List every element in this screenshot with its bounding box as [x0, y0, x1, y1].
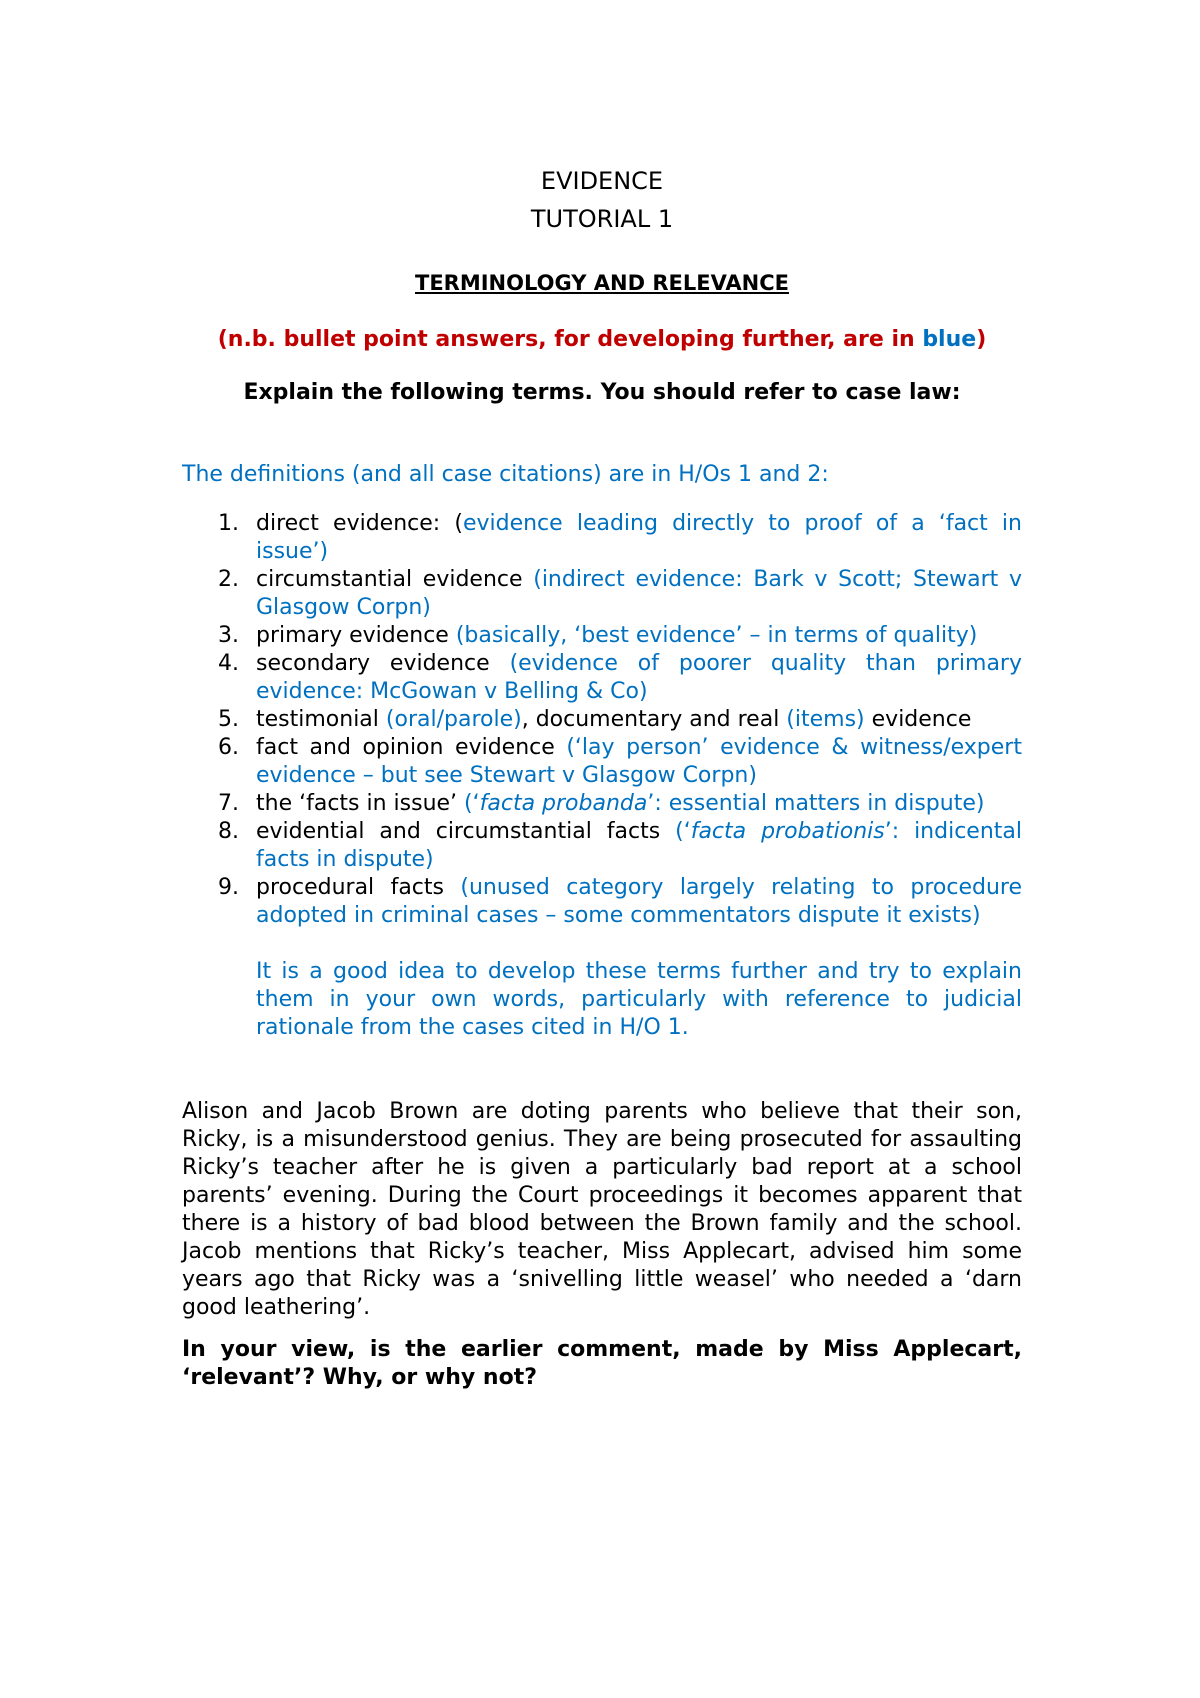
colour-note-blue-word: blue [922, 327, 977, 352]
term-label: , documentary and real [521, 707, 787, 732]
list-item [182, 818, 1022, 874]
document-header [182, 162, 1022, 408]
term-answer: (indirect evidence: Bark v Scott; Stewart v Glasgow Corpn) [256, 567, 1022, 620]
term-answer: ’: indicental facts in dispute) [256, 819, 1022, 872]
tutorial-question: In your view, is the earlier comment, made by Miss Applecart, ‘relevant’? Why, or why not? [182, 1337, 1022, 1390]
study-advice: It is a good idea to develop these terms further and try to explain them in your own words, particularly with reference to judicial rationale from the cases cited in H/O 1. [256, 959, 1022, 1040]
term-label: testimonial [256, 707, 386, 732]
term-label: evidential and circumstantial facts [256, 819, 676, 844]
term-label: primary evidence [256, 623, 456, 648]
colour-note-part1: (n.b. bullet point answers, for developing further, are in [217, 327, 923, 352]
item-number: 7. [218, 791, 239, 816]
section-subtitle: TERMINOLOGY AND RELEVANCE [415, 271, 789, 295]
term-label: circumstantial evidence [256, 567, 534, 592]
item-number: 3. [218, 623, 239, 648]
colour-note [182, 326, 1022, 354]
item-number: 2. [218, 567, 239, 592]
document-title: EVIDENCE [540, 167, 664, 195]
list-item [182, 874, 1022, 930]
list-item [182, 566, 1022, 622]
term-label: fact and opinion evidence [256, 735, 567, 760]
term-label: the ‘facts in issue’ [256, 791, 465, 816]
item-number: 8. [218, 819, 239, 844]
term-answer: (items) [786, 707, 865, 732]
list-item [182, 510, 1022, 566]
term-answer: evidence leading directly to proof of a ‘fact in issue’) [256, 511, 1022, 564]
item-number: 6. [218, 735, 239, 760]
term-answer: (basically, ‘best evidence’ – in terms of quality) [455, 623, 978, 648]
definitions-intro: The definitions (and all case citations) are in H/Os 1 and 2: [182, 462, 829, 487]
term-answer: (unused category largely relating to procedure adopted in criminal cases – some commentators dispute it exists) [256, 875, 1023, 928]
term-answer: (‘lay person’ evidence & witness/expert evidence – but see Stewart v Glasgow Corpn) [256, 735, 1022, 788]
term-answer: (evidence of poorer quality than primary evidence: McGowan v Belling & Co) [256, 651, 1023, 704]
case-scenario: Alison and Jacob Brown are doting parents who believe that their son, Ricky, is a misunderstood genius. They are being prosecuted for assaulting Ricky’s teacher after he is given a particularly bad report at a school parents’ evening. During the Court proceedings it becomes apparent that there is a history of bad blood between the Brown family and the school. Jacob mentions that Ricky’s teacher, Miss Applecart, advised him some years ago that Ricky was a ‘snivelling little weasel’ who needed a ‘darn good leathering’. [182, 1099, 1022, 1320]
item-number: 9. [218, 875, 239, 900]
task-instruction: Explain the following terms. You should refer to case law: [243, 380, 961, 405]
term-latin: facta probationis [690, 819, 885, 844]
terms-list [182, 510, 1022, 930]
tutorial-number: TUTORIAL 1 [530, 205, 674, 233]
list-item [182, 622, 1022, 650]
colour-note-part2: ) [976, 327, 987, 352]
term-answer: (‘ [675, 819, 691, 844]
list-item [182, 650, 1022, 706]
list-item [182, 734, 1022, 790]
term-answer: ’: essential matters in dispute) [647, 791, 985, 816]
term-label: secondary evidence [256, 651, 510, 676]
list-item [182, 790, 1022, 818]
term-latin: facta probanda [479, 791, 648, 816]
item-number: 1. [218, 511, 239, 536]
term-label: procedural facts [256, 875, 461, 900]
item-number: 5. [218, 707, 239, 732]
list-item [182, 706, 1022, 734]
term-label: evidence [864, 707, 972, 732]
term-answer: (oral/parole) [385, 707, 522, 732]
term-answer: (‘ [464, 791, 480, 816]
term-label: direct evidence: ( [256, 511, 463, 536]
item-number: 4. [218, 651, 239, 676]
